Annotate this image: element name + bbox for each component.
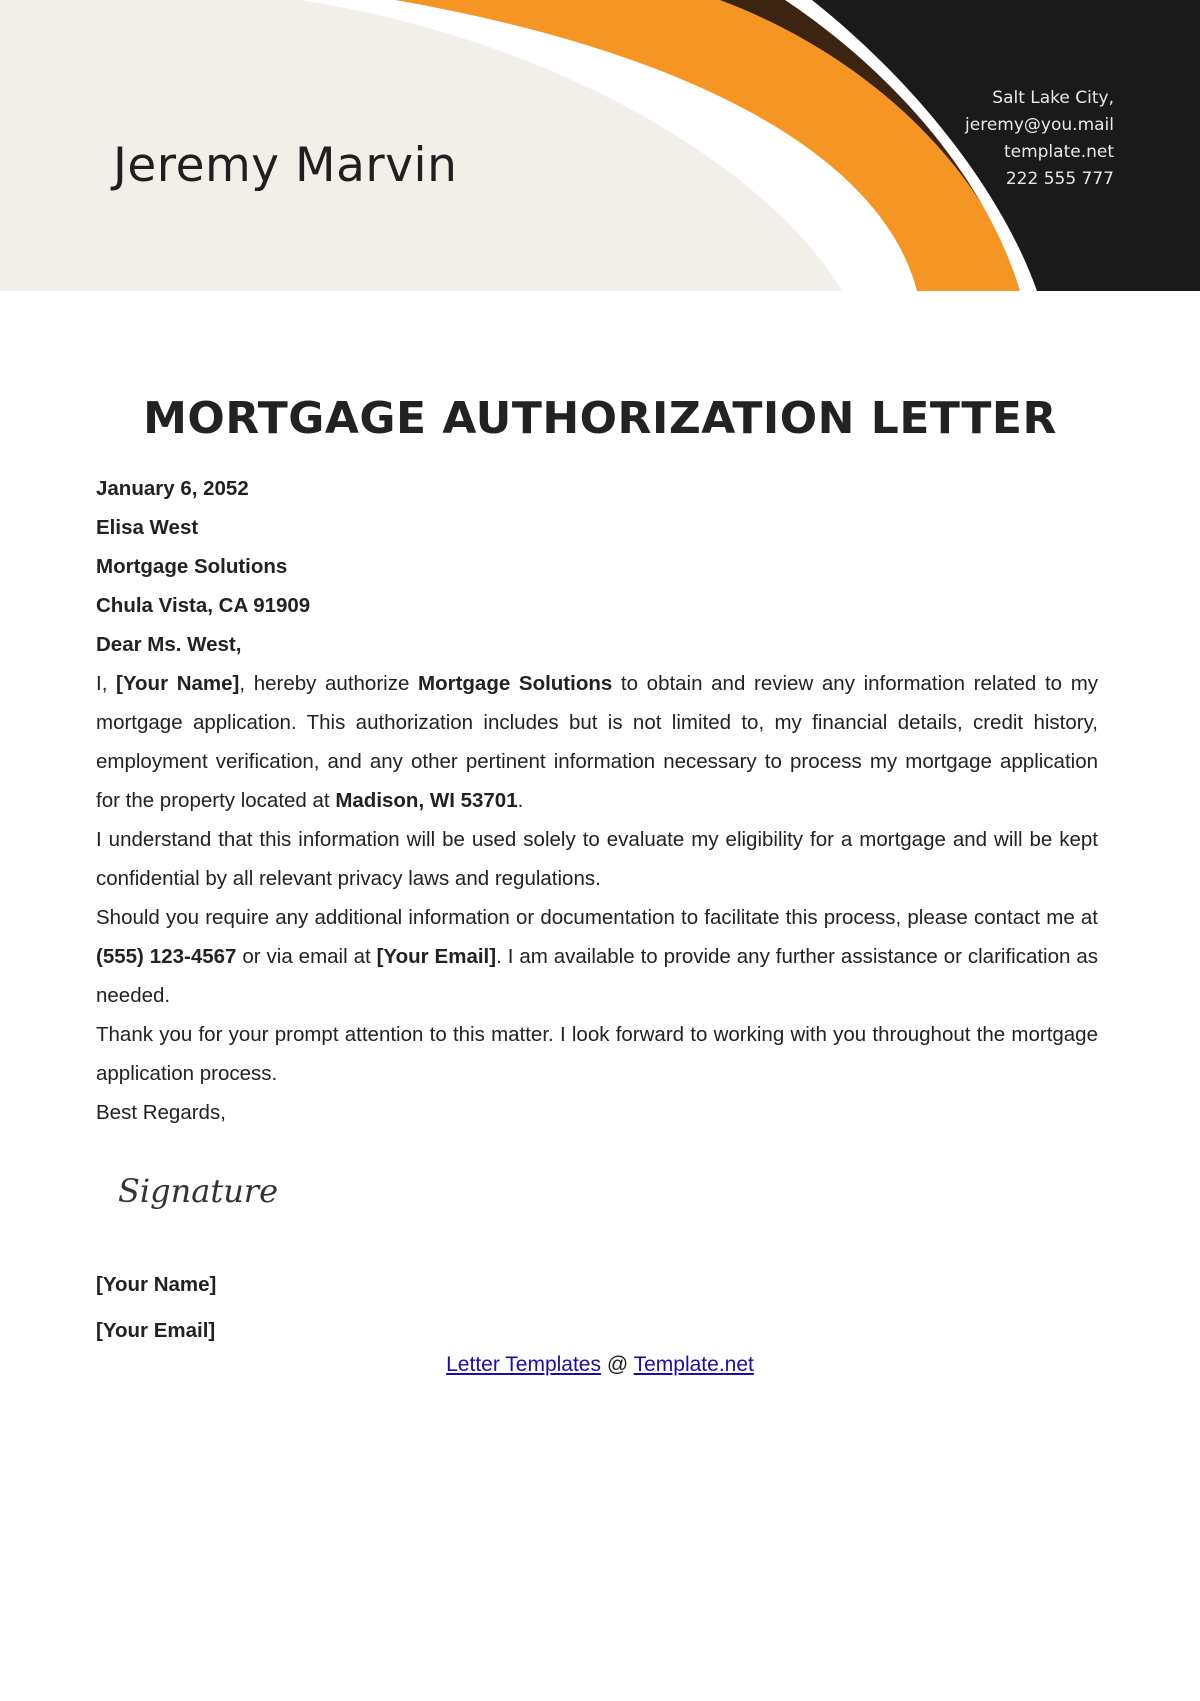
sender-name: Jeremy Marvin <box>113 138 458 193</box>
paragraph-authorization <box>96 664 1098 820</box>
paragraph-thanks: Thank you for your prompt attention to this matter. I look forward to working with you throughout the mortgage application process. <box>96 1023 1098 1085</box>
paragraph-confidentiality: I understand that this information will be used solely to evaluate my eligibility for a mortgage and will be kept confidential by all relevant privacy laws and regulations. <box>96 828 1098 890</box>
contact-website: template.net <box>1003 142 1114 162</box>
para3-phone: (555) 123-4567 <box>96 945 237 968</box>
para1-property-location: Madison, WI 53701 <box>335 789 518 812</box>
contact-email: jeremy@you.mail <box>965 115 1114 135</box>
closing: Best Regards, <box>96 1101 226 1124</box>
letter-date: January 6, 2052 <box>96 477 249 500</box>
para1-company: Mortgage Solutions <box>418 672 613 695</box>
footer-separator: @ <box>601 1353 634 1376</box>
signer-name: [Your Name] <box>96 1273 217 1296</box>
template-net-link[interactable]: Template.net <box>633 1353 754 1376</box>
contact-info <box>965 85 1114 193</box>
para3-text-2: or via email at <box>236 945 377 968</box>
para1-text-4: . <box>517 789 524 812</box>
signer-email: [Your Email] <box>96 1319 216 1342</box>
contact-phone: 222 555 777 <box>1005 169 1114 189</box>
document-title: MORTGAGE AUTHORIZATION LETTER <box>143 393 1057 444</box>
para3-text-3: . I am available to provide any further assistance or clarification as needed. <box>96 945 1098 1007</box>
letterhead-banner <box>0 0 1200 291</box>
para1-your-name: [Your Name] <box>116 672 240 695</box>
recipient-address: Chula Vista, CA 91909 <box>96 594 311 617</box>
signature: Signature <box>118 1172 279 1210</box>
para1-text-2: , hereby authorize <box>239 672 418 695</box>
paragraph-contact <box>96 898 1098 1015</box>
footer-credit <box>0 1353 1200 1377</box>
recipient-company: Mortgage Solutions <box>96 555 288 578</box>
para1-text-1: I, <box>96 672 117 695</box>
recipient-name: Elisa West <box>96 516 199 539</box>
contact-city: Salt Lake City, <box>992 88 1114 108</box>
letter-templates-link[interactable]: Letter Templates <box>446 1353 601 1376</box>
para3-email: [Your Email] <box>376 945 497 968</box>
para1-text-3: to obtain and review any information related to my mortgage application. This authorization includes but is not limited to, my financial details, credit history, employment verification, and any other pertinent information necessary to process my mortgage application for the property located at <box>96 672 1099 812</box>
para3-text-1: Should you require any additional information or documentation to facilitate this process, please contact me at <box>96 906 1098 929</box>
salutation: Dear Ms. West, <box>96 633 242 656</box>
letter-body <box>96 469 1098 1132</box>
signature-block <box>96 1262 216 1354</box>
